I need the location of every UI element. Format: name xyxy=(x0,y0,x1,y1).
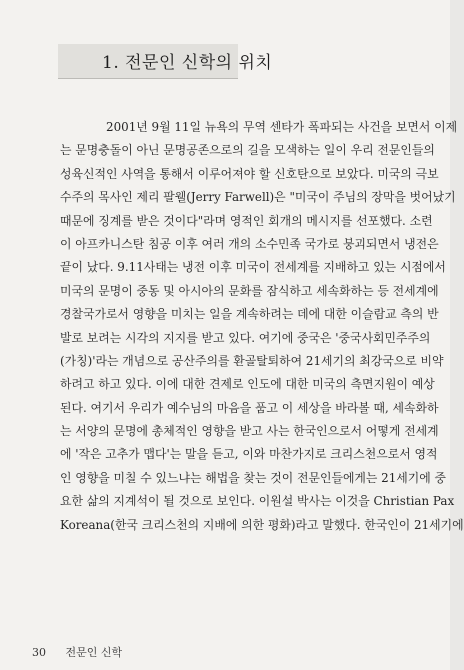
text-line: 는 서양의 문명에 총체적인 영향을 받고 사는 한국인으로서 어떻게 전세계 xyxy=(60,424,439,439)
text-line: 끝이 났다. 9.11사태는 냉전 이후 미국이 전세계를 지배하고 있는 시점에서 xyxy=(60,260,446,275)
text-line: 인 영향을 미칠 수 있느냐는 해법을 찾는 것이 전문인들에게는 21세기에 중 xyxy=(60,470,447,485)
section-heading xyxy=(58,34,273,82)
body-paragraph xyxy=(60,116,464,537)
text-line: 발로 보려는 시각의 지지를 받고 있다. 여기에 중국은 '중국사회민주주의 xyxy=(60,330,431,345)
text-line: 때문에 징계를 받은 것이다"라며 영적인 회개의 메시지를 선포했다. 소련 xyxy=(60,213,433,228)
text-line: 수주의 목사인 제리 팔웰(Jerry Farwell)은 "미국이 주님의 장막을 벗어났기 xyxy=(60,190,456,205)
text-line: 미국의 문명이 중동 및 아시아의 문화를 잠식하고 세속화하는 등 전세계에 xyxy=(60,283,439,298)
text-line: 이 아프카니스탄 침공 이후 여러 개의 소수민족 국가로 붕괴되면서 냉전은 xyxy=(60,236,439,251)
text-line: 하려고 하고 있다. 이에 대한 견제로 인도에 대한 미국의 측면지원이 예상 xyxy=(60,377,435,392)
text-line: 경찰국가로서 영향을 미치는 일을 계속하려는 데에 대한 이슬람교 측의 반 xyxy=(60,307,439,322)
text-line: 는 문명충돌이 아닌 문명공존으로의 길을 모색하는 일이 우리 전문인들의 xyxy=(60,143,435,158)
text-line: Koreana(한국 크리스천의 지배에 의한 평화)라고 말했다. 한국인이 21세기에 xyxy=(60,517,464,532)
text-line: 된다. 여기서 우리가 예수님의 마음을 품고 이 세상을 바라볼 때, 세속화하 xyxy=(60,400,439,415)
page-number: 30 xyxy=(32,646,46,659)
running-title: 전문인 신학 xyxy=(65,646,123,659)
section-title: 1. 전문인 신학의 위치 xyxy=(102,53,273,73)
page-footer xyxy=(32,644,122,660)
text-line: (가칭)'라는 개념으로 공산주의를 환골탈퇴하여 21세기의 최강국으로 비약 xyxy=(60,353,444,368)
text-line: 요한 삶의 지계석이 될 것으로 보인다. 이원설 박사는 이것을 Christian Pax xyxy=(60,494,455,509)
text-line: 성육신적인 사역을 통해서 이루어져야 할 신호탄으로 보았다. 미국의 극보 xyxy=(60,166,439,181)
text-line: 에 '작은 고추가 맵다'는 말을 듣고, 이와 마찬가지로 크리스천으로서 영적 xyxy=(60,447,438,462)
text-line: 2001년 9월 11일 뉴욕의 무역 센타가 폭파되는 사건을 보면서 이제 xyxy=(106,120,458,134)
